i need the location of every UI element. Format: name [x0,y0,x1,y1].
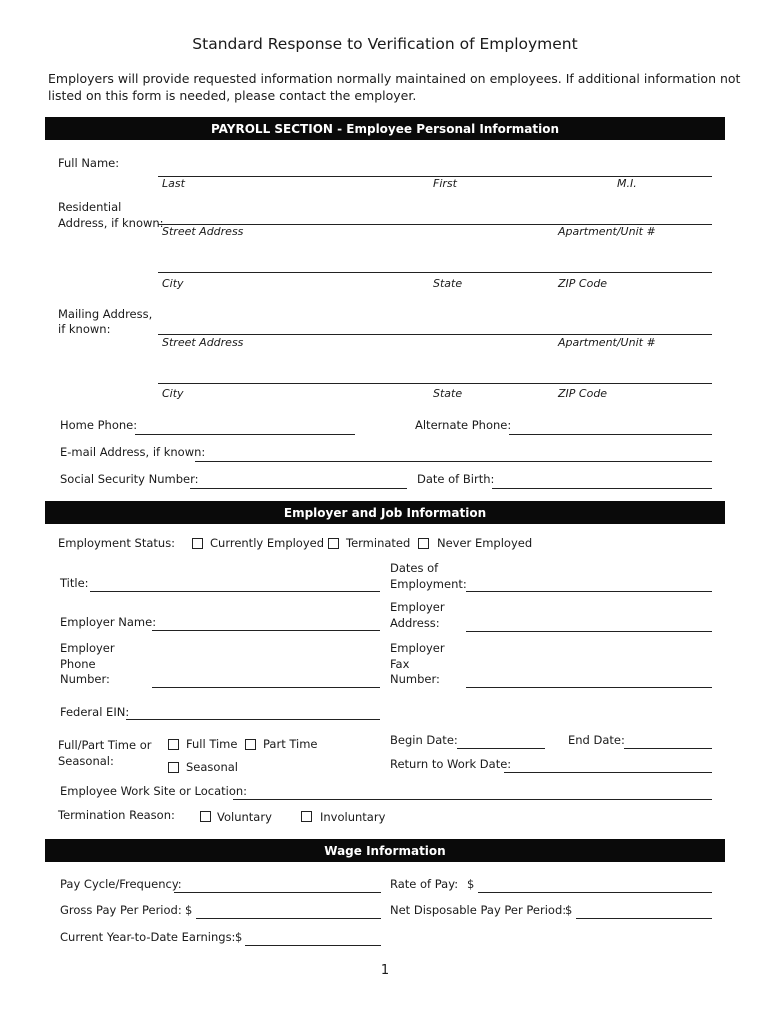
middle-initial-caption: M.I. [617,177,637,190]
currently-employed-label: Currently Employed [210,536,325,550]
employer-address-field[interactable] [466,631,712,632]
residential-city-caption: City [162,277,184,290]
employer-address-label-2: Address: [390,616,440,630]
full-part-time-label-2: Seasonal: [58,754,114,768]
begin-date-label: Begin Date: [390,733,458,747]
email-field[interactable] [195,461,712,462]
page-number: 1 [380,963,390,978]
federal-ein-label: Federal EIN: [60,705,130,719]
title-field[interactable] [90,591,380,592]
rate-dollar-sign: $ [467,877,475,891]
gross-dollar-sign: $ [185,903,193,917]
work-site-label: Employee Work Site or Location: [60,784,248,798]
employer-name-field[interactable] [152,630,380,631]
page-title: Standard Response to Verification of Employment [192,35,578,53]
never-employed-label: Never Employed [437,536,533,550]
ytd-earnings-label: Current Year-to-Date Earnings: [60,930,236,944]
ytd-earnings-field[interactable] [245,945,381,946]
begin-date-field[interactable] [457,748,545,749]
employer-phone-label-3: Number: [60,672,110,686]
intro-line-1: Employers will provide requested information normally maintained on employees. If additional information not [48,71,741,86]
pay-cycle-field[interactable] [174,892,381,893]
terminated-checkbox[interactable] [328,538,339,549]
mailing-city-field[interactable] [158,383,712,384]
voluntary-label: Voluntary [217,810,272,824]
employer-section-header: Employer and Job Information [45,501,725,524]
dob-field[interactable] [492,488,712,489]
residential-label-2: Address, if known: [58,216,164,230]
mailing-state-caption: State [433,387,463,400]
home-phone-field[interactable] [135,434,355,435]
termination-reason-label: Termination Reason: [58,808,175,822]
rate-of-pay-field[interactable] [478,892,712,893]
involuntary-label: Involuntary [320,810,386,824]
alternate-phone-label: Alternate Phone: [415,418,512,432]
mailing-apartment-caption: Apartment/Unit # [558,336,656,349]
alternate-phone-field[interactable] [509,434,712,435]
mailing-label-2: if known: [58,322,111,336]
residential-street-caption: Street Address [162,225,244,238]
ssn-label: Social Security Number: [60,472,199,486]
net-dollar-sign: $ [565,903,573,917]
mailing-city-caption: City [162,387,184,400]
currently-employed-checkbox[interactable] [192,538,203,549]
employer-address-label-1: Employer [390,600,445,614]
email-label: E-mail Address, if known: [60,445,206,459]
employer-fax-field[interactable] [466,687,712,688]
title-label: Title: [60,576,89,590]
home-phone-label: Home Phone: [60,418,138,432]
first-name-caption: First [433,177,457,190]
end-date-label: End Date: [568,733,625,747]
employer-fax-label-1: Employer [390,641,445,655]
employer-phone-label-1: Employer [60,641,115,655]
ytd-dollar-sign: $ [235,930,243,944]
terminated-label: Terminated [346,536,411,550]
gross-pay-label: Gross Pay Per Period: [60,903,182,917]
payroll-section-header: PAYROLL SECTION - Employee Personal Information [45,117,725,140]
involuntary-checkbox[interactable] [301,811,312,822]
full-part-time-label-1: Full/Part Time or [58,738,152,752]
seasonal-checkbox[interactable] [168,762,179,773]
return-to-work-label: Return to Work Date: [390,757,512,771]
return-to-work-field[interactable] [504,772,712,773]
full-time-checkbox[interactable] [168,739,179,750]
residential-zip-caption: ZIP Code [558,277,608,290]
dates-label-1: Dates of [390,561,439,575]
rate-of-pay-label: Rate of Pay: [390,877,459,891]
employer-fax-label-2: Fax [390,657,410,671]
net-pay-label: Net Disposable Pay Per Period: [390,903,567,917]
dates-label-2: Employment: [390,577,467,591]
mailing-zip-caption: ZIP Code [558,387,608,400]
residential-city-field[interactable] [158,272,712,273]
employment-status-label: Employment Status: [58,536,176,550]
never-employed-checkbox[interactable] [418,538,429,549]
federal-ein-field[interactable] [126,719,380,720]
work-site-field[interactable] [233,799,712,800]
part-time-label: Part Time [263,737,318,751]
employer-phone-label-2: Phone [60,657,96,671]
seasonal-label: Seasonal [186,760,238,774]
residential-state-caption: State [433,277,463,290]
employer-name-label: Employer Name: [60,615,157,629]
residential-apartment-caption: Apartment/Unit # [558,225,656,238]
net-pay-field[interactable] [576,918,712,919]
residential-label-1: Residential [58,200,122,214]
wage-section-header: Wage Information [45,839,725,862]
last-name-caption: Last [162,177,185,190]
part-time-checkbox[interactable] [245,739,256,750]
mailing-street-field[interactable] [158,334,712,335]
employer-phone-field[interactable] [152,687,380,688]
employment-dates-field[interactable] [466,591,712,592]
pay-cycle-label: Pay Cycle/Frequency: [60,877,182,891]
employer-fax-label-3: Number: [390,672,440,686]
mailing-street-caption: Street Address [162,336,244,349]
mailing-label-1: Mailing Address, [58,307,153,321]
ssn-field[interactable] [190,488,407,489]
voluntary-checkbox[interactable] [200,811,211,822]
dob-label: Date of Birth: [417,472,495,486]
gross-pay-field[interactable] [196,918,381,919]
full-name-label: Full Name: [58,156,120,170]
end-date-field[interactable] [624,748,712,749]
intro-line-2: listed on this form is needed, please contact the employer. [48,88,417,103]
full-time-label: Full Time [186,737,238,751]
